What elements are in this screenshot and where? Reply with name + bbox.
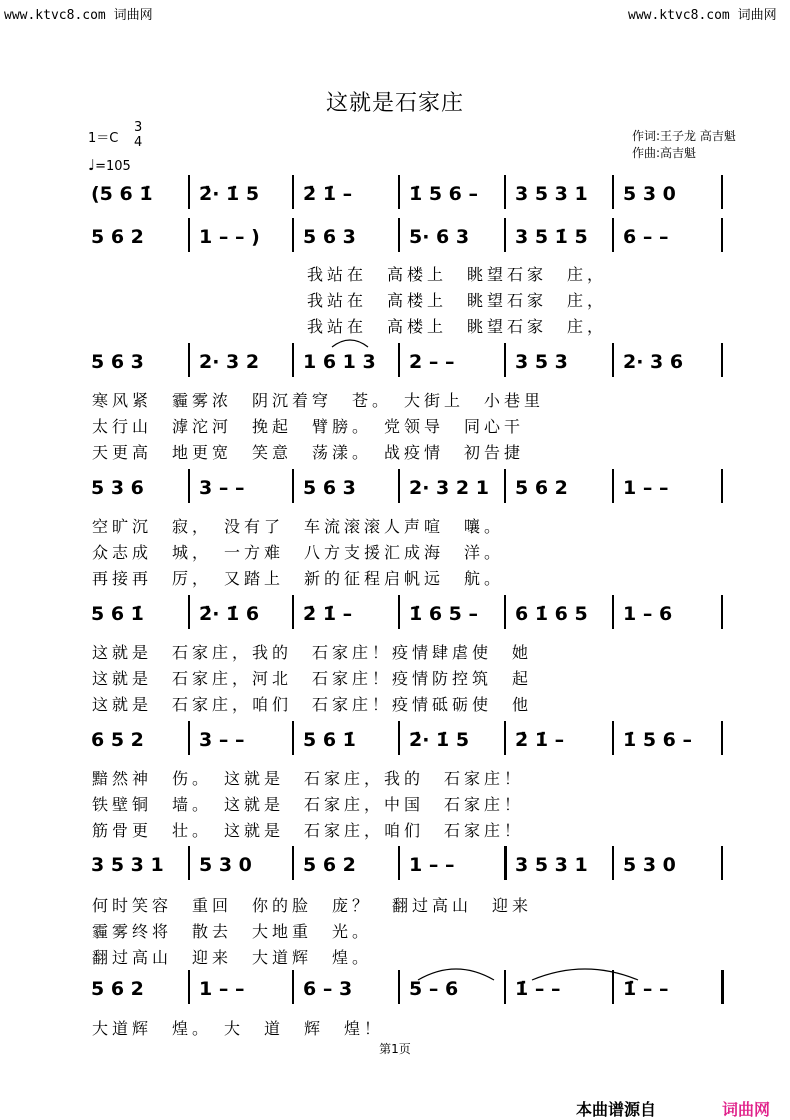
bar-line: [721, 469, 723, 503]
measure: 5 3 0: [623, 854, 676, 876]
bar-line: [612, 721, 614, 755]
bar-line: [721, 846, 723, 880]
score-row: [87, 843, 727, 883]
measure: 1 – –: [199, 978, 245, 1000]
measure: 2̇· 1̇ 6: [199, 603, 260, 625]
measure: 3 5 3 1: [91, 854, 164, 876]
bar-line: [612, 175, 614, 209]
lyric-line: 铁壁铜 墙。 这就是 石家庄，中国 石家庄！: [92, 795, 525, 814]
measure: 5 6 1̇: [303, 729, 356, 751]
measure: 1̇ – –: [515, 978, 561, 1000]
lyric-line: 众志成 城， 一方难 八方支援汇成海 洋。: [92, 543, 505, 562]
bar-line: [504, 970, 506, 1004]
quarter-note-icon: ♩: [88, 156, 96, 174]
measure: 6 1̇ 6 5: [515, 603, 588, 625]
bar-line: [292, 343, 294, 377]
bar-line: [292, 721, 294, 755]
bar-line: [292, 595, 294, 629]
bar-line: [398, 469, 400, 503]
measure: 3 5 3: [515, 351, 568, 373]
slur-mark: [416, 962, 496, 982]
measure: 5 6 3: [303, 477, 356, 499]
lyric-line: 再接再 厉， 又踏上 新的征程启帆远 航。: [92, 569, 505, 588]
bar-line: [398, 218, 400, 252]
bar-line: [721, 595, 723, 629]
key-signature: 1＝C: [88, 131, 119, 146]
bar-line: [504, 469, 506, 503]
bar-line: [292, 218, 294, 252]
source-logo: 词曲网: [722, 1100, 771, 1119]
measure: 6 5 2: [91, 729, 144, 751]
measure: 3 5 3 1: [515, 854, 588, 876]
slur-mark: [330, 335, 370, 349]
measure: 6 – 3: [303, 978, 353, 1000]
measure: 1̇ 6 5 –: [409, 603, 479, 625]
watermark-left: www.ktvc8.com 词曲网: [4, 8, 153, 23]
measure: 5 – 6: [409, 978, 459, 1000]
measure: 1̇ 5 6 –: [409, 183, 479, 205]
measure: 5 6 2: [515, 477, 568, 499]
measure: 1̇ 5 6 –: [623, 729, 693, 751]
score-row: [87, 215, 727, 255]
measure: 3 5 3 1: [515, 183, 588, 205]
song-title: 这就是石家庄: [325, 91, 464, 116]
watermark-right: www.ktvc8.com 词曲网: [628, 8, 777, 23]
measure: 5 3 0: [623, 183, 676, 205]
measure: 2· 3 2: [199, 351, 260, 373]
measure: 2· 3 2 1: [409, 477, 489, 499]
lyric-line: 筋骨更 壮。 这就是 石家庄，咱们 石家庄！: [92, 821, 525, 840]
measure: 3 5 1̇ 5: [515, 226, 588, 248]
bar-line: [612, 846, 614, 880]
score-row: [87, 466, 727, 506]
bar-line: [188, 721, 190, 755]
bar-line: [721, 218, 723, 252]
measure: 3 – –: [199, 477, 245, 499]
lyric-line: 这就是 石家庄，咱们 石家庄！疫情砥砺使 他: [92, 695, 533, 714]
bar-line: [504, 721, 506, 755]
measure: 5 6 2: [91, 978, 144, 1000]
bar-line: [292, 846, 294, 880]
measure: 1 – –: [409, 854, 455, 876]
composer-credit: 作曲:高吉魁: [632, 146, 697, 160]
measure: 2̇ 1̇ –: [303, 603, 353, 625]
measure: 2̇· 1̇ 5: [199, 183, 260, 205]
time-signature-top: 3: [134, 120, 143, 135]
measure: 5· 6 3: [409, 226, 470, 248]
measure: (5 6 1̇: [91, 183, 153, 205]
measure: 5 3 0: [199, 854, 252, 876]
lyric-line: 我站在 高楼上 眺望石家 庄，: [307, 317, 608, 336]
bar-line: [612, 218, 614, 252]
measure: 1 – 6: [623, 603, 673, 625]
measure: 5 3 6: [91, 477, 144, 499]
bar-line: [504, 343, 506, 377]
slur-mark: [530, 962, 640, 982]
lyric-line: 黯然神 伤。 这就是 石家庄，我的 石家庄！: [92, 769, 525, 788]
bar-line: [721, 721, 723, 755]
measure: 1 – –: [623, 477, 669, 499]
bar-line: [504, 175, 506, 209]
time-signature: [134, 120, 142, 150]
bar-line: [292, 175, 294, 209]
bar-line: [612, 595, 614, 629]
bar-line: [188, 970, 190, 1004]
measure: 1 6 1 3: [303, 351, 376, 373]
lyric-line: 寒风紧 霾雾浓 阴沉着穹 苍。 大街上 小巷里: [92, 391, 545, 410]
measure: 6 – –: [623, 226, 669, 248]
score-row: [87, 718, 727, 758]
lyric-line: 天更高 地更宽 笑意 荡漾。 战疫情 初告捷: [92, 443, 525, 462]
score-row: [87, 592, 727, 632]
bar-line: [188, 175, 190, 209]
bar-line: [398, 721, 400, 755]
lyric-line: 翻过高山 迎来 大道辉 煌。: [92, 948, 373, 967]
bar-line: [612, 343, 614, 377]
measure: 2 – –: [409, 351, 455, 373]
time-signature-bottom: 4: [134, 135, 143, 150]
lyric-line: 空旷沉 寂， 没有了 车流滚滚人声喧 嚷。: [92, 517, 505, 536]
bar-line: [188, 846, 190, 880]
measure: 5 6 2: [91, 226, 144, 248]
bar-line: [504, 218, 506, 252]
score-row: [87, 340, 727, 380]
score-row: [87, 172, 727, 212]
lyricist-credit: 作词:王子龙 高吉魁: [632, 129, 736, 143]
bar-line: [398, 343, 400, 377]
bar-line: [721, 175, 723, 209]
measure: 3 – –: [199, 729, 245, 751]
page-number: 第1页: [379, 1042, 411, 1056]
lyric-line: 我站在 高楼上 眺望石家 庄，: [307, 265, 608, 284]
measure: 2̇· 1̇ 5: [409, 729, 470, 751]
bar-line: [398, 970, 400, 1004]
bar-line: [292, 970, 294, 1004]
lyric-line: 太行山 滹沱河 挽起 臂膀。 党领导 同心干: [92, 417, 525, 436]
measure: 5 6 3: [303, 226, 356, 248]
bar-line: [612, 469, 614, 503]
tempo-value: =105: [95, 159, 131, 174]
bar-line: [721, 343, 723, 377]
bar-line: [188, 469, 190, 503]
measure: 1̇ – –: [623, 978, 669, 1000]
bar-line: [292, 469, 294, 503]
bar-line: [398, 846, 400, 880]
lyric-line: 这就是 石家庄，我的 石家庄！疫情肆虐使 她: [92, 643, 533, 662]
bar-line: [504, 846, 507, 880]
measure: 2̇ 1̇ –: [515, 729, 565, 751]
measure: 5 6 3: [91, 351, 144, 373]
bar-line: [504, 595, 506, 629]
measure: 2̇ 1̇ –: [303, 183, 353, 205]
measure: 2· 3 6: [623, 351, 684, 373]
lyric-line: 我站在 高楼上 眺望石家 庄，: [307, 291, 608, 310]
bar-line: [188, 595, 190, 629]
bar-line: [398, 175, 400, 209]
source-text: 本曲谱源自: [576, 1100, 657, 1119]
bar-line: [398, 595, 400, 629]
measure: 5 6 2: [303, 854, 356, 876]
lyric-line: 这就是 石家庄，河北 石家庄！疫情防控筑 起: [92, 669, 533, 688]
measure: 5 6 1̇: [91, 603, 144, 625]
measure: 1 – – ): [199, 226, 260, 248]
lyric-line: 霾雾终将 散去 大地重 光。: [92, 922, 373, 941]
bar-line: [721, 970, 724, 1004]
bar-line: [188, 218, 190, 252]
bar-line: [188, 343, 190, 377]
lyric-line: 何时笑容 重回 你的脸 庞？ 翻过高山 迎来: [92, 896, 533, 915]
lyric-line: 大道辉 煌。 大 道 辉 煌！: [92, 1019, 385, 1038]
